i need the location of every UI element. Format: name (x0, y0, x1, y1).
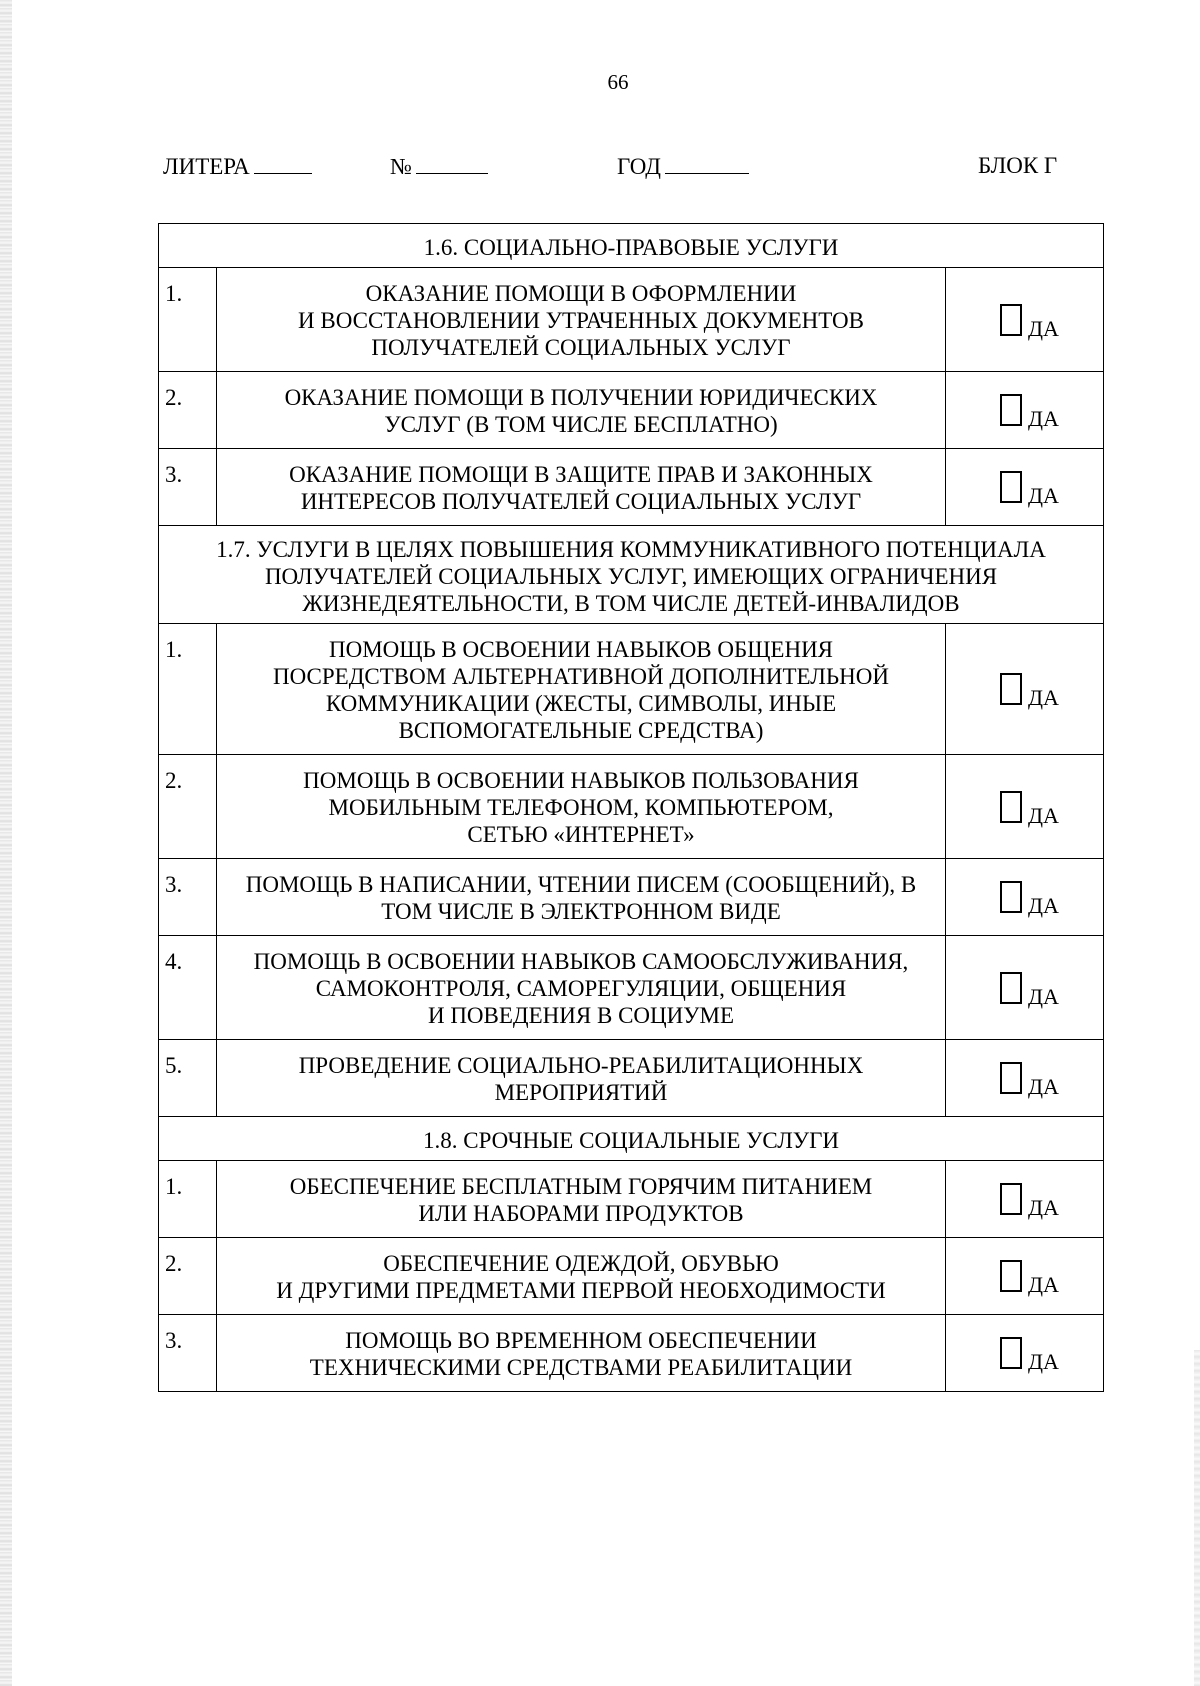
service-number: 2. (159, 1238, 217, 1315)
scan-edge-left (0, 0, 12, 1686)
yes-checkbox[interactable] (1000, 471, 1022, 503)
section-title: 1.7. УСЛУГИ В ЦЕЛЯХ ПОВЫШЕНИЯ КОММУНИКАТИВНОГО ПОТЕНЦИАЛА ПОЛУЧАТЕЛЕЙ СОЦИАЛЬНЫХ УСЛУГ, ИМЕЮЩИХ ОГРАНИЧЕНИЯ ЖИЗНЕДЕЯТЕЛЬНОСТИ, В ТОМ ЧИСЛЕ ДЕТЕЙ-ИНВАЛИДОВ (159, 526, 1104, 624)
service-checkbox-cell (946, 1040, 1104, 1117)
service-checkbox-cell (946, 268, 1104, 372)
yes-checkbox[interactable] (1000, 394, 1022, 426)
yes-checkbox[interactable] (1000, 881, 1022, 913)
yes-label: ДА (1028, 685, 1059, 710)
yes-checkbox[interactable] (1000, 304, 1022, 336)
yes-checkbox[interactable] (1000, 1337, 1022, 1369)
checkbox-group (946, 471, 1103, 508)
service-row (159, 624, 1104, 755)
service-number: 2. (159, 755, 217, 859)
checkbox-group (946, 881, 1103, 918)
service-number: 3. (159, 1315, 217, 1392)
year-label: ГОД (617, 154, 661, 179)
litera-label: ЛИТЕРА (163, 154, 250, 179)
service-row (159, 859, 1104, 936)
service-description: ОКАЗАНИЕ ПОМОЩИ В ПОЛУЧЕНИИ ЮРИДИЧЕСКИХ УСЛУГ (В ТОМ ЧИСЛЕ БЕСПЛАТНО) (217, 372, 946, 449)
service-number: 3. (159, 449, 217, 526)
year-field (617, 153, 749, 180)
service-description: ПОМОЩЬ В ОСВОЕНИИ НАВЫКОВ САМООБСЛУЖИВАНИЯ, САМОКОНТРОЛЯ, САМОРЕГУЛЯЦИИ, ОБЩЕНИЯ И ПОВЕДЕНИЯ В СОЦИУМЕ (217, 936, 946, 1040)
yes-label: ДА (1028, 1074, 1059, 1099)
service-row (159, 268, 1104, 372)
checkbox-group (946, 673, 1103, 710)
yes-label: ДА (1028, 893, 1059, 918)
litera-field (163, 153, 312, 180)
service-description: ПОМОЩЬ В НАПИСАНИИ, ЧТЕНИИ ПИСЕМ (СООБЩЕНИЙ), В ТОМ ЧИСЛЕ В ЭЛЕКТРОННОМ ВИДЕ (217, 859, 946, 936)
page-number: 66 (607, 70, 629, 94)
yes-label: ДА (1028, 1195, 1059, 1220)
yes-label: ДА (1028, 1349, 1059, 1374)
service-description: ПОМОЩЬ ВО ВРЕМЕННОМ ОБЕСПЕЧЕНИИ ТЕХНИЧЕСКИМИ СРЕДСТВАМИ РЕАБИЛИТАЦИИ (217, 1315, 946, 1392)
scan-edge-right (1194, 1350, 1200, 1686)
section-title: 1.6. СОЦИАЛЬНО-ПРАВОВЫЕ УСЛУГИ (159, 224, 1104, 268)
number-field (390, 153, 488, 180)
number-blank[interactable] (416, 153, 488, 174)
service-description: ПРОВЕДЕНИЕ СОЦИАЛЬНО-РЕАБИЛИТАЦИОННЫХ МЕРОПРИЯТИЙ (217, 1040, 946, 1117)
service-checkbox-cell (946, 1315, 1104, 1392)
service-row (159, 1040, 1104, 1117)
yes-checkbox[interactable] (1000, 972, 1022, 1004)
yes-label: ДА (1028, 983, 1059, 1009)
service-checkbox-cell (946, 624, 1104, 755)
checkbox-group (946, 972, 1103, 1009)
checkbox-group (946, 1260, 1103, 1297)
checkbox-group (946, 1337, 1103, 1374)
yes-checkbox[interactable] (1000, 1260, 1022, 1292)
block-label: БЛОК Г (978, 153, 1058, 178)
service-number: 3. (159, 859, 217, 936)
service-description: ПОМОЩЬ В ОСВОЕНИИ НАВЫКОВ ОБЩЕНИЯ ПОСРЕДСТВОМ АЛЬТЕРНАТИВНОЙ ДОПОЛНИТЕЛЬНОЙ КОММУНИКАЦИИ (ЖЕСТЫ, СИМВОЛЫ, ИНЫЕ ВСПОМОГАТЕЛЬНЫЕ СРЕДСТВА) (217, 624, 946, 755)
service-description: ОБЕСПЕЧЕНИЕ ОДЕЖДОЙ, ОБУВЬЮ И ДРУГИМИ ПРЕДМЕТАМИ ПЕРВОЙ НЕОБХОДИМОСТИ (217, 1238, 946, 1315)
service-description: ОБЕСПЕЧЕНИЕ БЕСПЛАТНЫМ ГОРЯЧИМ ПИТАНИЕМ ИЛИ НАБОРАМИ ПРОДУКТОВ (217, 1161, 946, 1238)
section-header-row (159, 526, 1104, 624)
service-number: 1. (159, 624, 217, 755)
service-row (159, 1238, 1104, 1315)
litera-blank[interactable] (254, 153, 312, 174)
service-number: 1. (159, 1161, 217, 1238)
yes-label: ДА (1028, 406, 1059, 431)
checkbox-group (946, 394, 1103, 431)
services-table (158, 223, 1104, 1392)
service-number: 2. (159, 372, 217, 449)
service-description: ОКАЗАНИЕ ПОМОЩИ В ЗАЩИТЕ ПРАВ И ЗАКОННЫХ ИНТЕРЕСОВ ПОЛУЧАТЕЛЕЙ СОЦИАЛЬНЫХ УСЛУГ (217, 449, 946, 526)
checkbox-group (946, 1183, 1103, 1220)
service-checkbox-cell (946, 449, 1104, 526)
services-table-body (159, 224, 1104, 1392)
service-checkbox-cell (946, 936, 1104, 1040)
yes-label: ДА (1028, 483, 1059, 508)
yes-label: ДА (1028, 802, 1059, 828)
checkbox-group (946, 304, 1103, 341)
service-number: 1. (159, 268, 217, 372)
service-number: 4. (159, 936, 217, 1040)
service-row (159, 449, 1104, 526)
service-checkbox-cell (946, 372, 1104, 449)
yes-checkbox[interactable] (1000, 791, 1022, 823)
service-checkbox-cell (946, 1161, 1104, 1238)
section-header-row (159, 224, 1104, 268)
yes-checkbox[interactable] (1000, 1183, 1022, 1215)
service-row (159, 1315, 1104, 1392)
checkbox-group (946, 791, 1103, 828)
service-number: 5. (159, 1040, 217, 1117)
checkbox-group (946, 1062, 1103, 1099)
service-description: ОКАЗАНИЕ ПОМОЩИ В ОФОРМЛЕНИИ И ВОССТАНОВЛЕНИИ УТРАЧЕННЫХ ДОКУМЕНТОВ ПОЛУЧАТЕЛЕЙ СОЦИАЛЬНЫХ УСЛУГ (217, 268, 946, 372)
yes-label: ДА (1028, 1272, 1059, 1297)
yes-checkbox[interactable] (1000, 1062, 1022, 1094)
yes-label: ДА (1028, 315, 1059, 341)
service-row (159, 372, 1104, 449)
service-checkbox-cell (946, 859, 1104, 936)
service-row (159, 755, 1104, 859)
number-label: № (390, 154, 412, 179)
service-row (159, 1161, 1104, 1238)
year-blank[interactable] (665, 153, 749, 174)
section-title: 1.8. СРОЧНЫЕ СОЦИАЛЬНЫЕ УСЛУГИ (159, 1117, 1104, 1161)
service-description: ПОМОЩЬ В ОСВОЕНИИ НАВЫКОВ ПОЛЬЗОВАНИЯ МОБИЛЬНЫМ ТЕЛЕФОНОМ, КОМПЬЮТЕРОМ, СЕТЬЮ «ИНТЕРНЕТ» (217, 755, 946, 859)
yes-checkbox[interactable] (1000, 673, 1022, 705)
service-row (159, 936, 1104, 1040)
service-checkbox-cell (946, 1238, 1104, 1315)
service-checkbox-cell (946, 755, 1104, 859)
section-header-row (159, 1117, 1104, 1161)
